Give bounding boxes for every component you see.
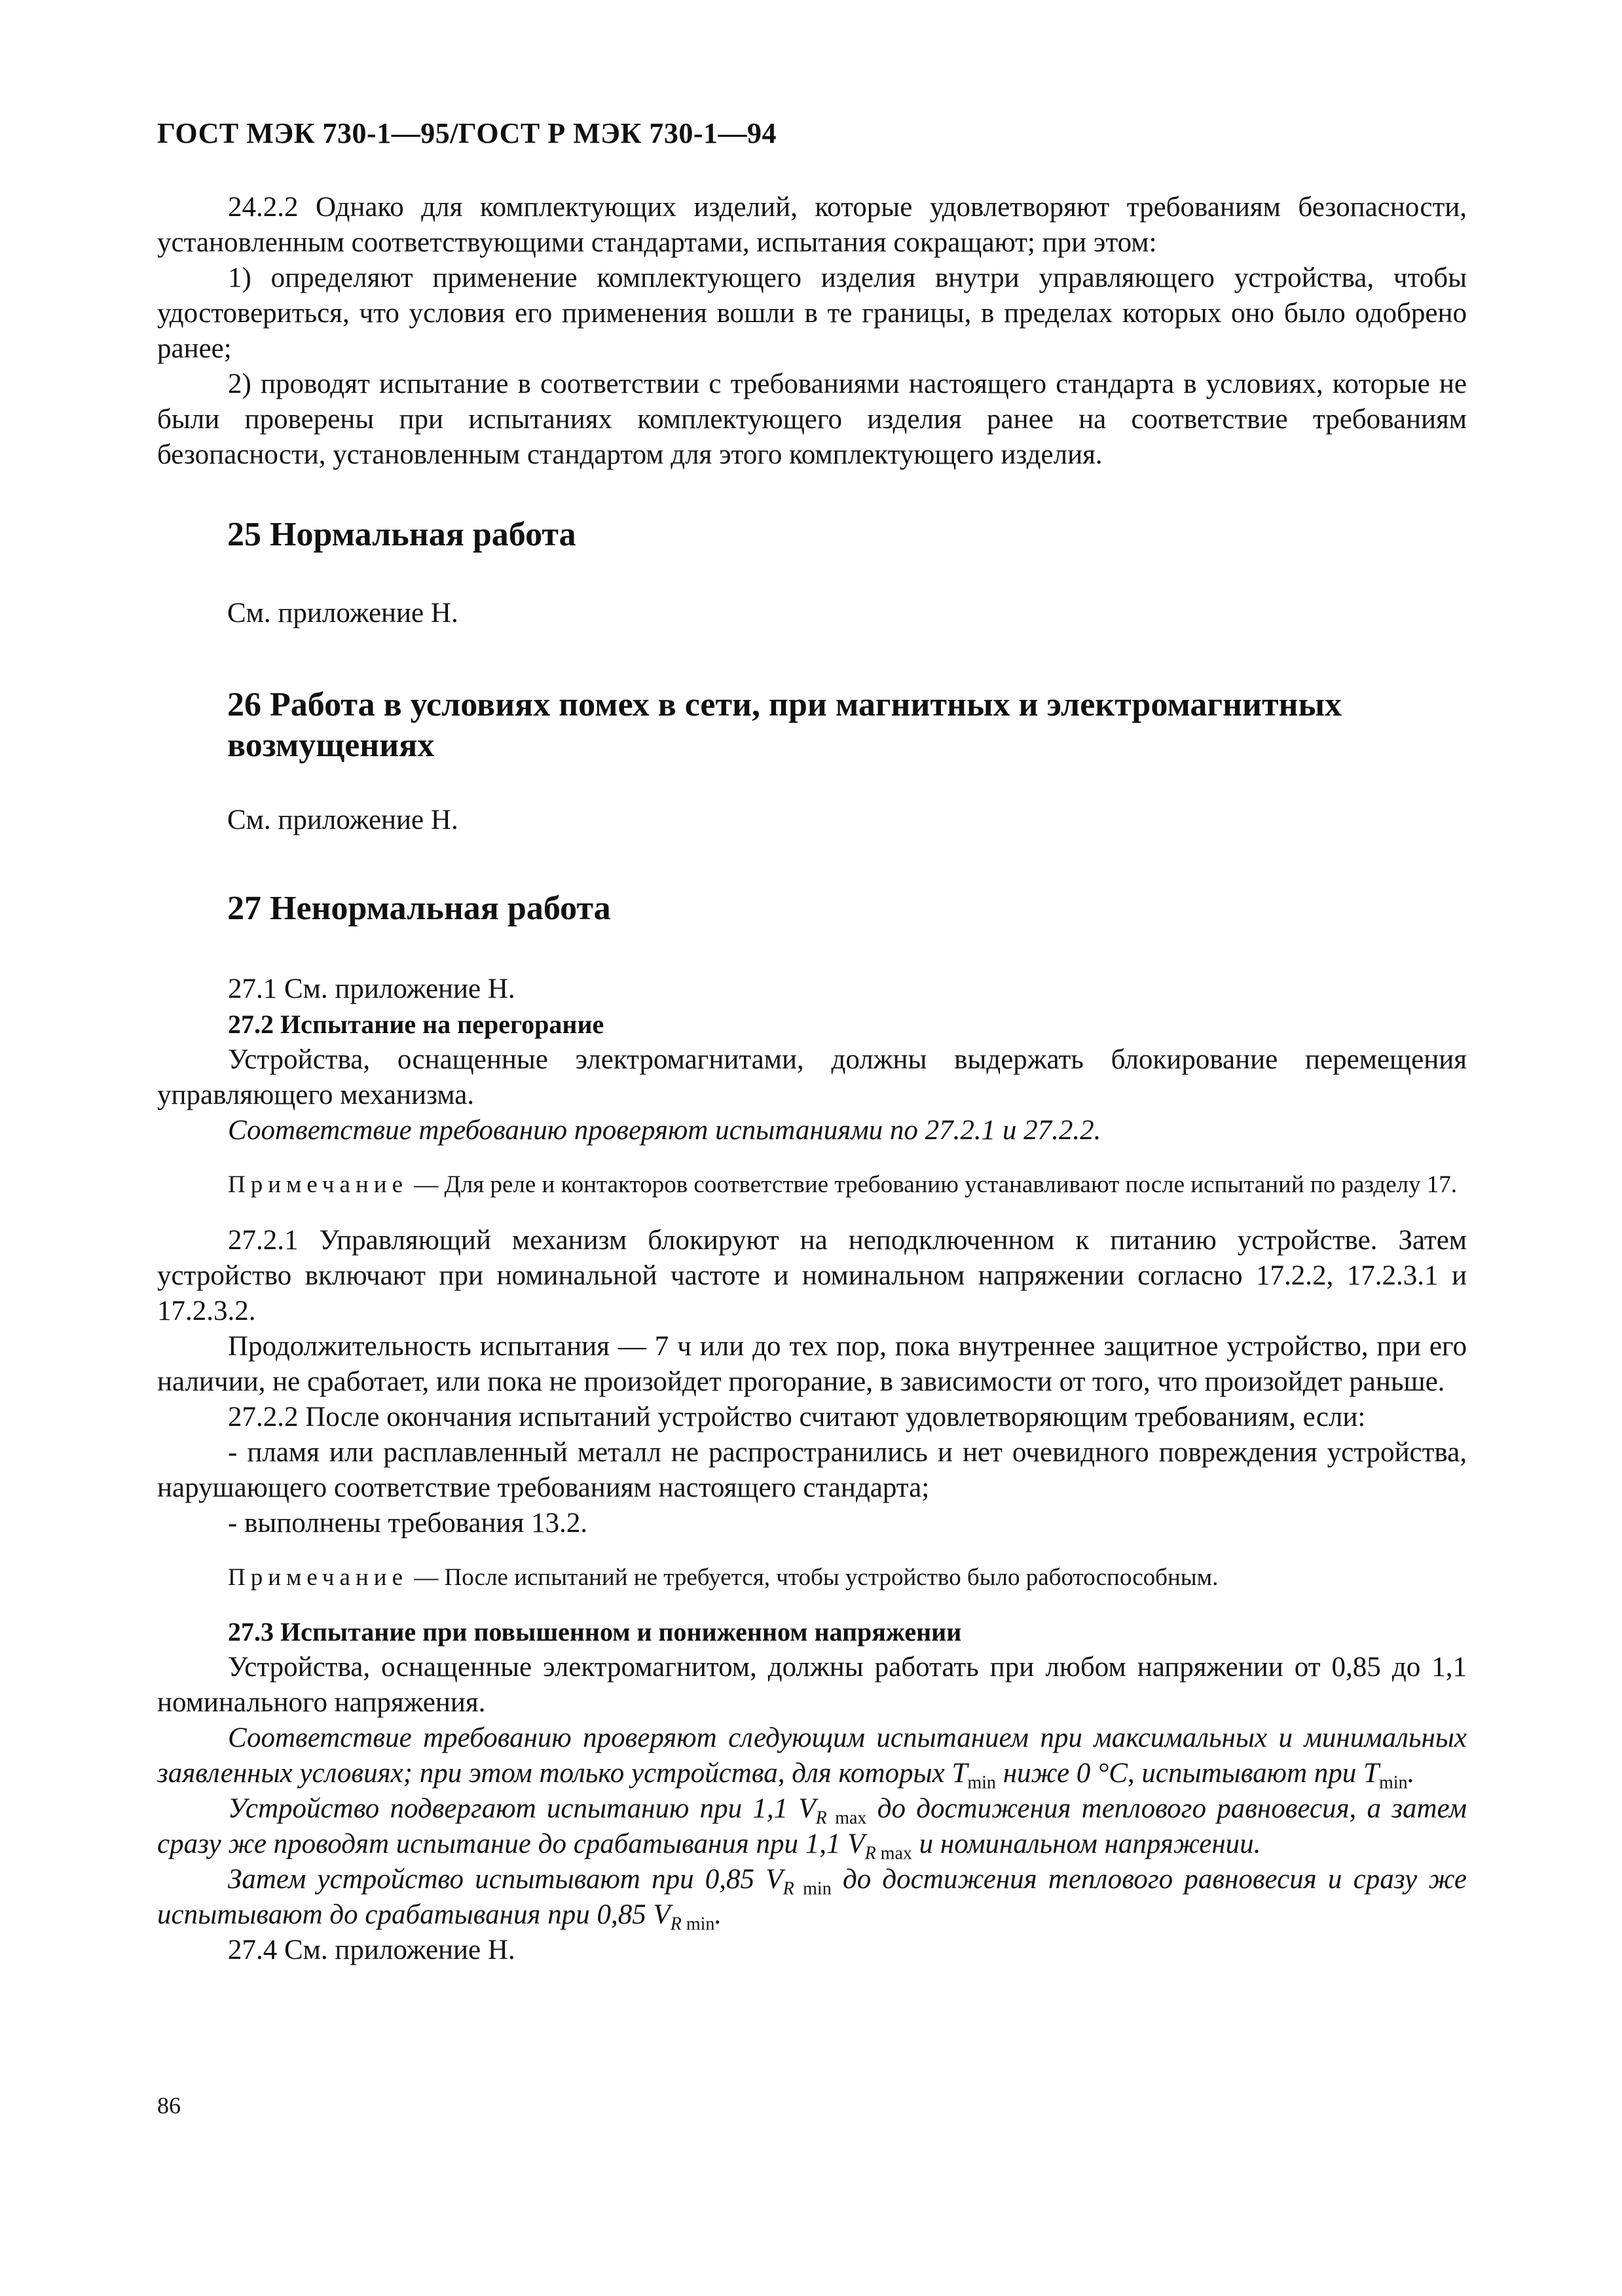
symbol-t: T bbox=[1363, 1758, 1379, 1789]
paragraph-27-2-2-a: 27.2.2 После окончания испытаний устройство считают удовлетворяющим требованиям, если: bbox=[228, 1402, 1366, 1432]
symbol-t: T bbox=[951, 1758, 968, 1789]
heading-section-27: 27 Ненормальная работа bbox=[227, 890, 611, 927]
symbol-v: V bbox=[765, 1864, 783, 1895]
symbol-v: V bbox=[798, 1793, 816, 1824]
section-27-body bbox=[157, 972, 1467, 1968]
subscript-min: min bbox=[794, 1878, 832, 1899]
paragraph-27-3-b: Соответствие требованию проверяют следующим испытанием при максимальных и минимальных заявленных условиях; при этом только устройства, для которых $T_{min}$ ниже 0 °С, испытывают при $T_{min}$. bbox=[157, 1722, 1467, 1793]
subscript-min: min bbox=[967, 1772, 996, 1793]
text-fragment: до достижения теплового равновесия, а затем сразу же проводят испытание до срабатывания при 1,1 bbox=[157, 1793, 1467, 1859]
section-24-2-2 bbox=[157, 190, 1467, 473]
heading-27-3: 27.3 Испытание при повышенном и пониженном напряжении bbox=[228, 1617, 962, 1647]
note-1 bbox=[157, 1168, 1467, 1202]
note-1-text: — Для реле и контакторов соответствие требованию устанавливают после испытаний по разделу 17. bbox=[408, 1171, 1458, 1198]
note-2 bbox=[157, 1561, 1467, 1595]
text-fragment: Соответствие требованию проверяют следующим испытанием при максимальных и минимальных заявленных условиях; при этом только устройства, для которых bbox=[157, 1722, 1467, 1789]
paragraph-27-3-c bbox=[157, 1791, 1467, 1862]
paragraph-27-1: 27.1 См. приложение Н. bbox=[228, 974, 515, 1004]
paragraph-27-2-1-b: Продолжительность испытания — 7 ч или до тех пор, пока внутреннее защитное устройство, при его наличии, не сработает, или пока не произойдет прогорание, в зависимости от того, что произойдет раньше. bbox=[157, 1331, 1467, 1397]
note-1-label: Примечание bbox=[228, 1171, 408, 1198]
paragraph-27-3-d: Затем устройство испытывают при 0,85 $V_{R min}$ до достижения теплового равновесия и сразу же испытывают до срабатывания при 0,85 $V_{R min}$. bbox=[157, 1864, 1467, 1935]
heading-section-25: 25 Нормальная работа bbox=[227, 516, 576, 553]
subscript-r-min bbox=[671, 1914, 715, 1935]
section-26-text: См. приложение Н. bbox=[227, 805, 458, 835]
paragraph-27-4: 27.4 См. приложение Н. bbox=[228, 1935, 515, 1965]
paragraph-27-2-b: Соответствие требованию проверяют испытаниями по 27.2.1 и 27.2.2. bbox=[228, 1115, 1101, 1146]
paragraph-24-2-2-item-1: 1) определяют применение комплектующего изделия внутри управляющего устройства, чтобы удостовериться, что условия его применения вошли в те границы, в пределах которых оно было одобрено ранее; bbox=[157, 263, 1467, 364]
paragraph-27-2-1-a: 27.2.1 Управляющий механизм блокируют на неподключенном к питанию устройстве. Затем устройство включают при номинальной частоте и номинальном напряжении согласно 17.2.2, 17.2.3.1 и 17.2.3.2. bbox=[157, 1225, 1467, 1326]
text-fragment: Затем устройство испытывают при 0,85 bbox=[228, 1864, 766, 1895]
heading-section-26: 26 Работа в условиях помех в сети, при магнитных и электромагнитных возмущениях bbox=[227, 686, 1342, 764]
subscript-max: max bbox=[826, 1808, 867, 1829]
paragraph-27-3-a: Устройства, оснащенные электромагнитом, должны работать при любом напряжении от 0,85 до 1,1 номинального напряжения. bbox=[157, 1652, 1467, 1718]
paragraph-24-2-2-item-2: 2) проводят испытание в соответствии с требованиями настоящего стандарта в условиях, которые не были проверены при испытаниях комплектующего изделия ранее на соответствие требованиям безопасности, установленным стандартом для этого комплектующего изделия. bbox=[157, 369, 1467, 470]
subscript-r-max bbox=[865, 1844, 912, 1864]
symbol-v: V bbox=[653, 1899, 671, 1930]
subscript-r: R bbox=[815, 1808, 827, 1829]
document-header: ГОСТ МЭК 730-1—95/ГОСТ Р МЭК 730-1—94 bbox=[157, 117, 777, 149]
paragraph-27-2-2-b: - пламя или расплавленный металл не распространились и нет очевидного повреждения устройства, нарушающего соответствие требованиям настоящего стандарта; bbox=[157, 1437, 1467, 1503]
subscript-max: max bbox=[876, 1843, 912, 1864]
text-fragment: ниже 0 °С, испытывают при bbox=[995, 1758, 1364, 1789]
note-2-label: Примечание bbox=[228, 1564, 408, 1591]
paragraph-27-2-a: Устройства, оснащенные электромагнитами, должны выдержать блокирование перемещения управляющего механизма. bbox=[157, 1044, 1467, 1110]
subscript-r: R bbox=[864, 1843, 876, 1864]
page-number: 86 bbox=[157, 2092, 181, 2119]
subscript-min: min bbox=[681, 1914, 715, 1935]
text-fragment: Устройство подвергают испытанию при 1,1 bbox=[228, 1793, 799, 1824]
subscript-min: min bbox=[1378, 1772, 1408, 1793]
heading-27-2: 27.2 Испытание на перегорание bbox=[228, 1010, 604, 1039]
note-2-text: — После испытаний не требуется, чтобы устройство было работоспособным. bbox=[408, 1564, 1219, 1591]
text-fragment: и номинальном напряжении. bbox=[912, 1829, 1261, 1859]
subscript-r-max bbox=[816, 1808, 867, 1829]
paragraph-24-2-2: 24.2.2 Однако для комплектующих изделий, которые удовлетворяют требованиям безопасности, установленным соответствующими стандартами, испытания сокращают; при этом: bbox=[157, 192, 1467, 258]
symbol-v: V bbox=[847, 1829, 865, 1859]
subscript-r: R bbox=[670, 1914, 682, 1935]
subscript-r-min bbox=[783, 1879, 832, 1899]
subscript-r: R bbox=[783, 1878, 794, 1899]
text-fragment: до достижения теплового равновесия и сразу же испытывают до срабатывания при 0,85 bbox=[157, 1864, 1467, 1930]
section-25-text: См. приложение Н. bbox=[227, 598, 458, 629]
paragraph-27-2-2-c: - выполнены требования 13.2. bbox=[228, 1508, 588, 1539]
